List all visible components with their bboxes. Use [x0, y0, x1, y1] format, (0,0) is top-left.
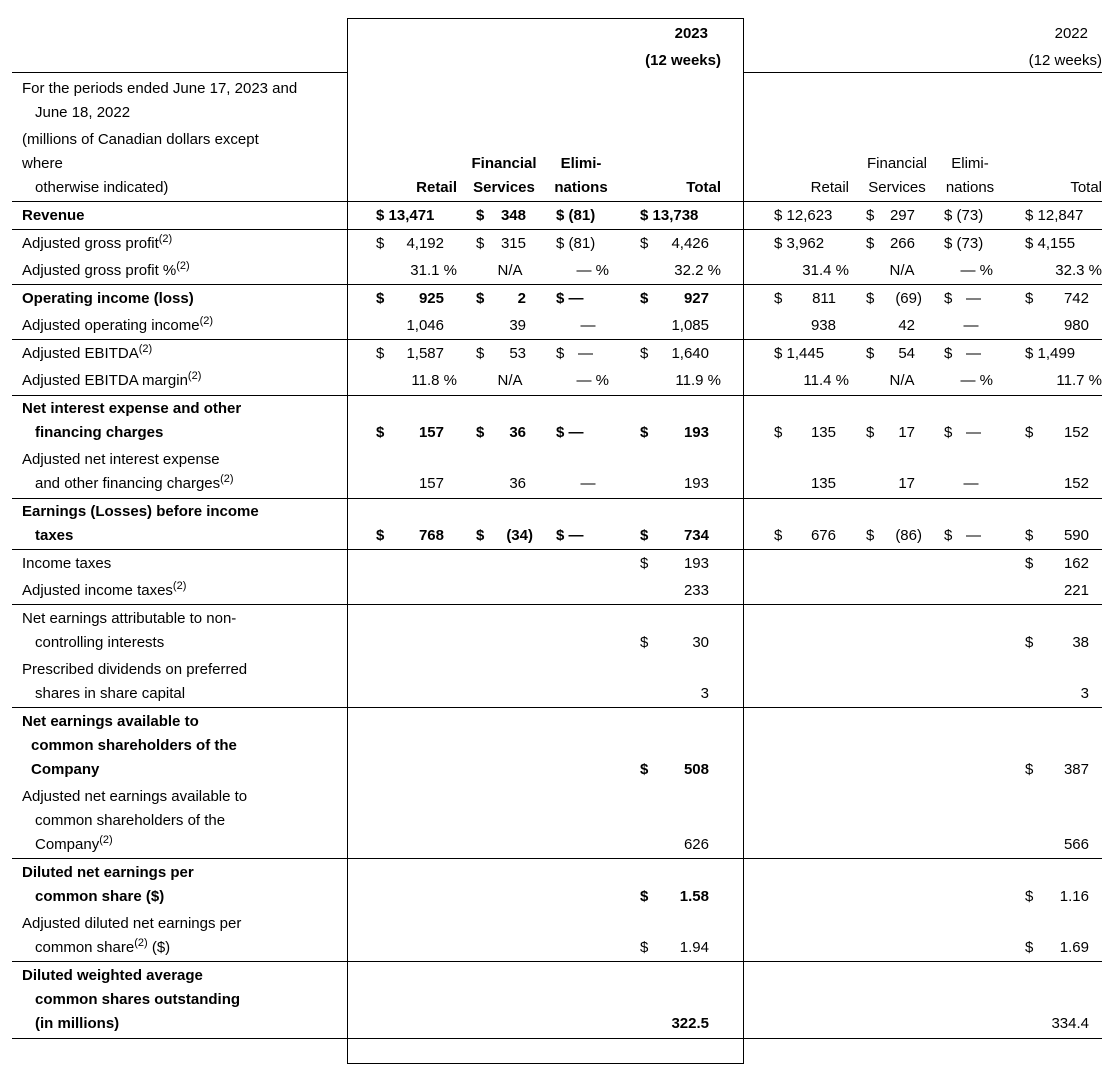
- cell: 135: [810, 424, 836, 441]
- cell: $: [866, 207, 875, 224]
- cell: — %: [576, 262, 609, 279]
- cell: $: [476, 235, 485, 252]
- row-label-net-earnings-common: common shareholders of the: [31, 737, 237, 754]
- cell: $: [1025, 761, 1034, 778]
- cell: —: [963, 475, 979, 492]
- cell: $: [1025, 290, 1034, 307]
- cell: 1.69: [1059, 939, 1089, 956]
- cell: 566: [1063, 836, 1089, 853]
- year-2023-period: (12 weeks): [645, 52, 721, 69]
- cell: 42: [898, 317, 915, 334]
- cell: —: [963, 317, 979, 334]
- row-label-adjusted-net-earnings: common shareholders of the: [35, 812, 226, 829]
- cell: 11.7 %: [1056, 372, 1102, 389]
- cell: $: [376, 290, 385, 307]
- row-label-diluted-eps: common share ($): [35, 888, 165, 905]
- cell: —: [966, 424, 981, 441]
- cell: —: [966, 290, 981, 307]
- cell: N/A: [889, 262, 915, 279]
- cell: $: [1025, 527, 1034, 544]
- col-total-2023: Total: [686, 179, 721, 196]
- cell: 39: [509, 317, 526, 334]
- cell: 193: [683, 424, 709, 441]
- col-elim-2022: Elimi-: [951, 155, 989, 172]
- rule-nec: [12, 858, 1102, 859]
- cell: $: [640, 345, 649, 362]
- cell: $: [640, 290, 649, 307]
- cell: 32.2 %: [674, 262, 721, 279]
- cell: 135: [810, 475, 836, 492]
- cell: $: [866, 290, 875, 307]
- cell: (86): [895, 527, 922, 544]
- cell: — %: [576, 372, 609, 389]
- rule-header-bottom: [12, 201, 1102, 202]
- cell: 811: [812, 290, 836, 307]
- cell: 31.1 %: [410, 262, 457, 279]
- row-label-operating-income: Operating income (loss): [22, 290, 194, 307]
- cell: 221: [1063, 582, 1089, 599]
- cell: 4,426: [671, 235, 709, 252]
- rule-opinc: [12, 339, 1102, 340]
- row-label-adjusted-net-interest: Adjusted net interest expense: [22, 451, 220, 468]
- cell: $: [866, 424, 875, 441]
- cell: —: [580, 317, 596, 334]
- rule-nie: [12, 498, 1102, 499]
- row-label-adjusted-net-earnings: Company$^{(2)}$: [35, 834, 113, 853]
- cell: $ 12,623: [774, 207, 833, 224]
- cell: 1.16: [1059, 888, 1089, 905]
- cell: 11.9 %: [675, 372, 721, 389]
- cell: 1,085: [671, 317, 709, 334]
- cell: 157: [418, 475, 444, 492]
- cell: $ —: [556, 290, 584, 307]
- col-financial-2023: Services: [473, 179, 535, 196]
- cell: $ 1,499: [1025, 345, 1076, 362]
- cell: 927: [683, 290, 709, 307]
- cell: 980: [1063, 317, 1089, 334]
- cell: 1,640: [671, 345, 709, 362]
- cell: 32.3 %: [1055, 262, 1102, 279]
- cell: 54: [898, 345, 915, 362]
- cell: 4,192: [406, 235, 444, 252]
- row-label-adjusted-diluted-eps: Adjusted diluted net earnings per: [22, 915, 242, 932]
- cell: 233: [683, 582, 709, 599]
- cell: N/A: [497, 372, 523, 389]
- row-label-adjusted-ebitda-margin: Adjusted EBITDA margin$^{(2)}$: [22, 370, 202, 389]
- row-label-adjusted-net-interest: and other financing charges$^{(2)}$: [35, 473, 234, 492]
- cell: — %: [960, 262, 993, 279]
- cell: —: [578, 345, 593, 362]
- row-label-net-interest-expense: Net interest expense and other: [22, 400, 242, 417]
- cell: $ (81): [556, 235, 596, 252]
- year-2023-label: 2023: [674, 25, 708, 42]
- cell: 36: [509, 475, 526, 492]
- cell: $: [774, 290, 783, 307]
- cell: $: [866, 345, 875, 362]
- col-financial-2022: Financial: [866, 155, 928, 172]
- cell: 2: [517, 290, 526, 307]
- col-elim-2022: nations: [945, 179, 995, 196]
- row-label-adjusted-ebitda: Adjusted EBITDA$^{(2)}$: [22, 343, 153, 362]
- cell: 1.58: [679, 888, 709, 905]
- cell: 157: [418, 424, 444, 441]
- cell: 334.4: [1051, 1015, 1089, 1032]
- cell: $: [866, 527, 875, 544]
- cell: $: [774, 424, 783, 441]
- row-label-non-controlling-interests: controlling interests: [35, 634, 165, 651]
- row-label-adjusted-gross-profit: Adjusted gross profit$^{(2)}$: [22, 233, 173, 252]
- cell: $: [640, 555, 649, 572]
- cell: 348: [500, 207, 526, 224]
- cell: $: [640, 939, 649, 956]
- cell: — %: [960, 372, 993, 389]
- cell: 266: [889, 235, 915, 252]
- row-label-income-taxes: Income taxes: [22, 555, 112, 572]
- cell: $: [866, 235, 875, 252]
- cell: $ —: [556, 527, 584, 544]
- cell: $: [476, 527, 485, 544]
- col-total-2022: Total: [1070, 179, 1102, 196]
- col-financial-2022: Services: [868, 179, 926, 196]
- rule-header-top: [744, 72, 1102, 73]
- cell: 11.4 %: [803, 372, 849, 389]
- row-label-diluted-eps: Diluted net earnings per: [22, 864, 194, 881]
- cell: $ 4,155: [1025, 235, 1076, 252]
- cell: 53: [509, 345, 526, 362]
- cell: $: [1025, 939, 1034, 956]
- table-description: June 18, 2022: [35, 104, 131, 121]
- col-retail-2022: Retail: [810, 179, 849, 196]
- cell: $: [376, 424, 385, 441]
- cell: 925: [418, 290, 444, 307]
- cell: 3: [1080, 685, 1089, 702]
- cell: (69): [895, 290, 922, 307]
- rule-ebitda: [12, 395, 1102, 396]
- cell: $ (81): [556, 207, 596, 224]
- cell: 17: [898, 475, 915, 492]
- year-2022-period: (12 weeks): [1028, 52, 1102, 69]
- cell: $: [376, 345, 385, 362]
- cell: 742: [1063, 290, 1089, 307]
- cell: —: [966, 345, 981, 362]
- row-label-shares-outstanding: Diluted weighted average: [22, 967, 203, 984]
- cell: $ 13,738: [640, 207, 699, 224]
- row-label-net-interest-expense: financing charges: [35, 424, 164, 441]
- row-label-net-earnings-common: Company: [31, 761, 100, 778]
- table-description: otherwise indicated): [35, 179, 169, 196]
- cell: $: [640, 527, 649, 544]
- cell: 3: [700, 685, 709, 702]
- cell: 387: [1063, 761, 1089, 778]
- row-label-prescribed-dividends: Prescribed dividends on preferred: [22, 661, 248, 678]
- cell: $: [376, 527, 385, 544]
- cell: $: [640, 888, 649, 905]
- row-label-adjusted-income-taxes: Adjusted income taxes$^{(2)}$: [22, 580, 187, 599]
- row-label-adjusted-diluted-eps: common share$^{(2)}$ ($): [35, 937, 171, 956]
- cell: 938: [810, 317, 836, 334]
- cell: —: [580, 475, 596, 492]
- year-2022-label: 2022: [1054, 25, 1088, 42]
- cell: 676: [810, 527, 836, 544]
- cell: 17: [898, 424, 915, 441]
- row-label-earnings-before-taxes: Earnings (Losses) before income: [22, 503, 259, 520]
- cell: $ 12,847: [1025, 207, 1084, 224]
- row-label-adjusted-net-earnings: Adjusted net earnings available to: [22, 788, 248, 805]
- cell: 315: [500, 235, 526, 252]
- cell: 162: [1063, 555, 1089, 572]
- cell: 297: [889, 207, 915, 224]
- cell: 1,587: [406, 345, 444, 362]
- row-label-adjusted-operating-income: Adjusted operating income$^{(2)}$: [22, 315, 214, 334]
- rule-revenue: [12, 229, 1102, 230]
- col-financial-2023: Financial: [471, 155, 537, 172]
- row-label-shares-outstanding: (in millions): [35, 1015, 120, 1032]
- cell: $: [376, 235, 385, 252]
- cell: $: [944, 290, 953, 307]
- cell: 11.8 %: [411, 372, 457, 389]
- cell: $: [1025, 424, 1034, 441]
- cell: $: [944, 424, 953, 441]
- row-label-revenue: Revenue: [22, 207, 85, 224]
- cell: 152: [1063, 424, 1089, 441]
- cell: $: [640, 761, 649, 778]
- cell: $ 13,471: [376, 207, 435, 224]
- col-elim-2023: nations: [554, 179, 608, 196]
- cell: 590: [1063, 527, 1089, 544]
- row-label-non-controlling-interests: Net earnings attributable to non-: [22, 610, 237, 627]
- row-label-prescribed-dividends: shares in share capital: [35, 685, 186, 702]
- row-label-shares-outstanding: common shares outstanding: [35, 991, 241, 1008]
- cell: $: [944, 345, 953, 362]
- cell: 31.4 %: [802, 262, 849, 279]
- cell: $: [640, 634, 649, 651]
- row-label-net-earnings-common: Net earnings available to: [22, 713, 199, 730]
- cell: $: [476, 207, 485, 224]
- rule-header-top-left: [12, 72, 347, 73]
- cell: 768: [418, 527, 444, 544]
- table-description: where: [22, 155, 63, 172]
- cell: 152: [1063, 475, 1089, 492]
- rule-tax: [12, 604, 1102, 605]
- cell: $: [1025, 555, 1034, 572]
- row-label-earnings-before-taxes: taxes: [35, 527, 74, 544]
- table-description: For the periods ended June 17, 2023 and: [22, 80, 298, 97]
- cell: 322.5: [671, 1015, 709, 1032]
- cell: 36: [509, 424, 526, 441]
- rule-pref: [12, 707, 1102, 708]
- cell: $: [1025, 634, 1034, 651]
- cell: $ (73): [944, 207, 984, 224]
- cell: $ (73): [944, 235, 984, 252]
- cell: $: [944, 527, 953, 544]
- rule-gross: [12, 284, 1102, 285]
- cell: 193: [683, 475, 709, 492]
- cell: 626: [683, 836, 709, 853]
- cell: —: [966, 527, 981, 544]
- cell: $ —: [556, 424, 584, 441]
- cell: $: [774, 527, 783, 544]
- cell: $: [476, 345, 485, 362]
- rule-ebt: [12, 549, 1102, 550]
- cell: N/A: [497, 262, 523, 279]
- cell: $: [640, 235, 649, 252]
- cell: 1.94: [679, 939, 709, 956]
- cell: 30: [692, 634, 709, 651]
- cell: $ 3,962: [774, 235, 825, 252]
- rule-shares: [12, 1038, 1102, 1039]
- rule-eps: [12, 961, 1102, 962]
- cell: 193: [683, 555, 709, 572]
- cell: N/A: [889, 372, 915, 389]
- cell: $: [476, 424, 485, 441]
- cell: $ 1,445: [774, 345, 825, 362]
- cell: (34): [506, 527, 533, 544]
- col-retail-2023: Retail: [416, 179, 457, 196]
- cell: $: [640, 424, 649, 441]
- cell: $: [476, 290, 485, 307]
- cell: $: [1025, 888, 1034, 905]
- cell: $: [556, 345, 565, 362]
- cell: 508: [683, 761, 709, 778]
- row-label-adjusted-gross-profit-pct: Adjusted gross profit %$^{(2)}$: [22, 260, 190, 279]
- col-elim-2023: Elimi-: [560, 155, 602, 172]
- cell: 734: [683, 527, 709, 544]
- table-description: (millions of Canadian dollars except: [22, 131, 259, 148]
- cell: 38: [1072, 634, 1089, 651]
- cell: 1,046: [406, 317, 444, 334]
